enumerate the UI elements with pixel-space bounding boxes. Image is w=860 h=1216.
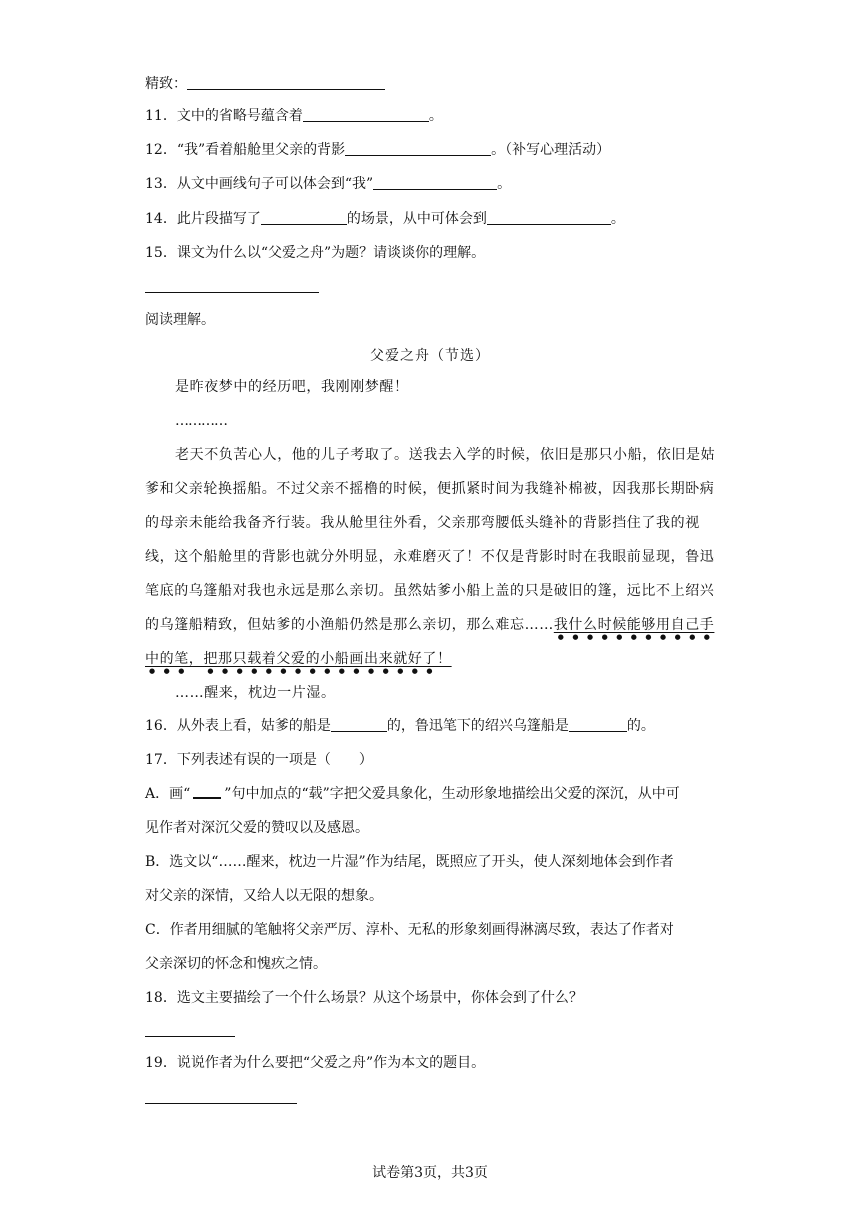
answer-blank[interactable] (187, 75, 385, 90)
q12-tail: 。（补写心理活动） (491, 142, 611, 158)
q11-tail: 。 (428, 108, 443, 124)
blank-box (193, 785, 221, 799)
option-a-prefix: A．画“ (145, 786, 191, 802)
question-14 (145, 209, 625, 229)
option-c[interactable]: C．作者用细腻的笔触将父亲严厉、淳朴、无私的形象刻画得淋漓尽致，表达了作者对 (145, 922, 674, 938)
passage-p4: ……醒来，枕边一片湿。 (175, 685, 336, 701)
question-15: 15．课文为什么以“父爱之舟”为题？请谈谈你的理解。 (145, 245, 486, 261)
question-17: 17．下列表述有误的一项是（ ） (145, 752, 373, 768)
passage-p3-text: 老天不负苦心人，他的儿子考取了。送我去入学的时候，依旧是那只小船，依旧是姑爹和父亲轮换摇船。不过父亲不摇橹的时候，便抓紧时间为我缝补棉被，因我那长期卧病的母亲未能给我备齐行装。我从舱里往外看，父亲那弯腰低头缝补的背影挡住了我的视线，这个船舱里的背影也就分外明显，永难磨灭了！不仅是背影时时在我眼前显现，鲁迅笔底的乌篷船对我也永远是那么亲切。虽然姑爹小船上盖的只是破旧的篷，远比不上绍兴的乌篷船精致，但姑爹的小渔船仍然是那么亲切，那么难忘…… (145, 447, 716, 633)
answer-line[interactable] (145, 1103, 297, 1104)
q16-tail: 的。 (626, 718, 655, 734)
option-a-cont: 见作者对深沉父爱的赞叹以及感恩。 (145, 820, 369, 836)
q13-tail: 。 (497, 176, 512, 192)
q11-text: 11．文中的省略号蕴含着 (145, 108, 303, 124)
question-13 (145, 174, 511, 194)
section-heading: 阅读理解。 (145, 312, 215, 328)
answer-blank[interactable] (303, 107, 429, 122)
passage-p2: ………… (175, 413, 227, 429)
option-a[interactable] (145, 784, 680, 804)
q14-tail: 。 (610, 211, 625, 227)
option-c-cont: 父亲深切的怀念和愧疚之情。 (145, 956, 327, 972)
passage-title: 父爱之舟（节选） (370, 348, 490, 364)
option-b-cont: 对父亲的深情，又给人以无限的想象。 (145, 888, 383, 904)
answer-blank[interactable] (261, 210, 347, 225)
q16-mid: 的，鲁迅笔下的绍兴乌篷船是 (386, 718, 569, 734)
underlined-sentence-text: 我什么时候能够用自己手中的笔，把那只载着父爱的小船画出来就好了！ (145, 617, 715, 667)
answer-blank[interactable] (487, 210, 611, 225)
answer-blank[interactable] (373, 175, 497, 190)
passage-p3 (145, 438, 717, 676)
q14-mid: 的场景，从中可体会到 (346, 211, 487, 227)
question-16 (145, 716, 655, 736)
page-footer: 试卷第3页，共3页 (372, 1165, 488, 1181)
question-18: 18．选文主要描绘了一个什么场景？从这个场景中，你体会到了什么？ (145, 990, 583, 1006)
jingzhi-label: 精致： (145, 76, 187, 92)
q16-text: 16．从外表上看，姑爹的船是 (145, 718, 331, 734)
answer-blank[interactable] (331, 717, 387, 732)
jingzhi-line (145, 74, 385, 94)
q14-text: 14．此片段描写了 (145, 211, 261, 227)
question-19: 19．说说作者为什么要把“父爱之舟”作为本文的题目。 (145, 1055, 486, 1071)
passage (145, 370, 717, 710)
answer-blank[interactable] (569, 717, 627, 732)
q13-text: 13．从文中画线句子可以体会到“我” (145, 176, 374, 192)
answer-line[interactable] (145, 292, 319, 293)
question-12 (145, 140, 610, 160)
question-11 (145, 106, 443, 126)
q12-text: 12．“我”看着船舱里父亲的背影 (145, 142, 346, 158)
option-a-text: ”句中加点的“载”字把父爱具象化，生动形象地描绘出父爱的深沉，从中可 (224, 786, 680, 802)
answer-line[interactable] (145, 1036, 235, 1037)
answer-blank[interactable] (345, 141, 491, 156)
passage-p1: 是昨夜梦中的经历吧，我刚刚梦醒！ (175, 379, 409, 395)
option-b[interactable]: B．选文以“……醒来，枕边一片湿”作为结尾，既照应了开头，使人深刻地体会到作者 (145, 854, 674, 870)
